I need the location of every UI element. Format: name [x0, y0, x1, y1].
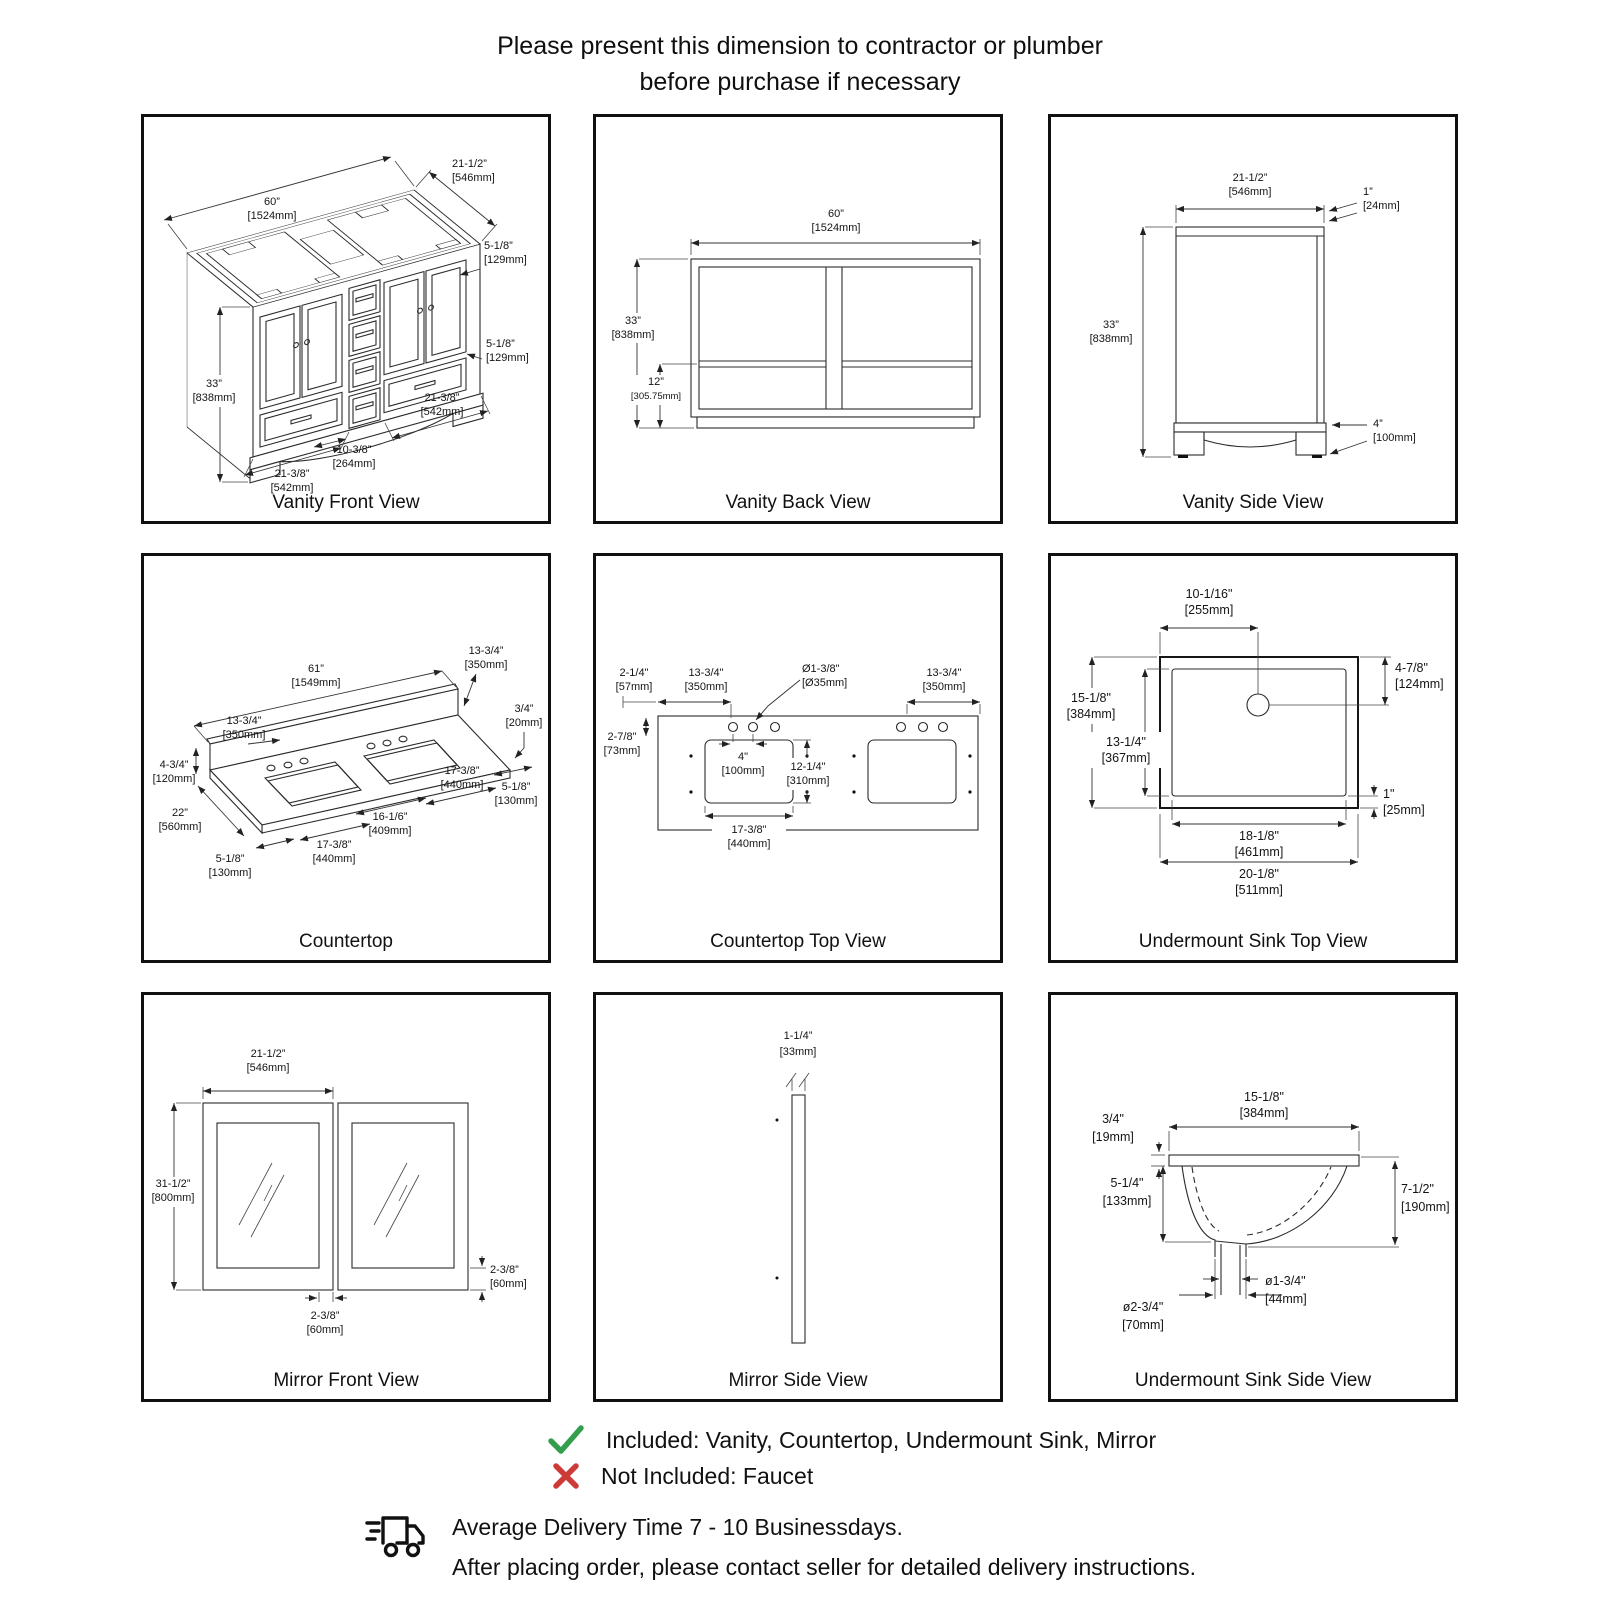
- dim-label: [24mm]: [1363, 200, 1400, 212]
- dim-label: 10-1/16": [1185, 587, 1233, 601]
- dim-label: [461mm]: [1234, 845, 1284, 859]
- dim-label: 33”: [206, 378, 222, 390]
- sink-top-drawing: [1051, 556, 1455, 960]
- dim-label: 13-1/4": [1106, 735, 1146, 749]
- delivery-line1: Average Delivery Time 7 - 10 Businessdays.: [452, 1514, 903, 1540]
- dim-label: [542mm]: [420, 406, 464, 418]
- dim-label: [1524mm]: [247, 210, 297, 222]
- countertop-top-drawing: [596, 556, 1000, 960]
- panel-vanity-back-view: [593, 114, 1003, 524]
- dim-label: 18-1/8": [1239, 829, 1279, 843]
- dim-label: 61”: [308, 663, 324, 675]
- vanity-front-drawing: [144, 117, 548, 521]
- dim-label: 20-1/8": [1239, 867, 1279, 881]
- dim-label: [310mm]: [786, 775, 830, 787]
- dim-label: 5-1/8”: [215, 853, 245, 865]
- dim-label: 4": [737, 751, 749, 763]
- dimension-annotations: [780, 1030, 817, 1091]
- dim-label: [19mm]: [1092, 1130, 1134, 1144]
- panel-caption: Countertop Top View: [710, 931, 886, 952]
- panel-caption: Mirror Front View: [273, 1370, 419, 1391]
- dim-label: 12”: [648, 376, 664, 388]
- dim-label: [838mm]: [1089, 333, 1133, 345]
- dim-label: [129mm]: [486, 352, 529, 364]
- dim-label: 12-1/4": [790, 761, 826, 773]
- panel-caption: Vanity Side View: [1182, 492, 1324, 513]
- dim-label: [100mm]: [721, 765, 765, 777]
- dim-label: Ø1-3/8": [802, 663, 840, 675]
- dim-label: [130mm]: [494, 795, 538, 807]
- dim-label: [350mm]: [222, 729, 266, 741]
- panel-mirror-front-view: [141, 992, 551, 1402]
- dim-label: [384mm]: [1239, 1106, 1289, 1120]
- panel-vanity-side-view: [1048, 114, 1458, 524]
- panel-caption: Undermount Sink Top View: [1138, 931, 1368, 952]
- not-included-label: Not Included: Faucet: [601, 1462, 814, 1489]
- dim-label: [546mm]: [246, 1062, 290, 1074]
- dim-label: 1-1/4”: [783, 1030, 813, 1042]
- dim-label: [367mm]: [1101, 751, 1151, 765]
- header-line2: before purchase if necessary: [639, 68, 961, 96]
- dim-label: 5-1/8”: [486, 338, 515, 350]
- dim-label: 21-1/2”: [250, 1048, 286, 1060]
- mirror-side-drawing: [596, 995, 1000, 1399]
- dim-label: 3/4”: [514, 703, 534, 715]
- dim-label: [60mm]: [490, 1278, 527, 1290]
- panel-mirror-side-view: [593, 992, 1003, 1402]
- dim-label: [546mm]: [452, 172, 495, 184]
- dim-label: 3/4": [1102, 1112, 1124, 1126]
- panel-caption: Vanity Back View: [725, 492, 871, 513]
- dim-label: 2-1/4": [619, 667, 649, 679]
- dimension-annotations: [1092, 1090, 1449, 1332]
- dim-label: [255mm]: [1184, 603, 1234, 617]
- dim-label: [511mm]: [1235, 883, 1283, 897]
- dim-label: 4-3/4”: [159, 759, 189, 771]
- dim-label: [838mm]: [611, 329, 655, 341]
- dim-label: 5-1/8”: [501, 781, 531, 793]
- dim-label: 5-1/8”: [484, 240, 513, 252]
- dim-label: 2-3/8”: [490, 1264, 519, 1276]
- dim-label: [440mm]: [312, 853, 356, 865]
- dim-label: [133mm]: [1102, 1194, 1152, 1208]
- dim-label: 21-3/8”: [424, 392, 460, 404]
- dim-label: 2-3/8”: [310, 1310, 340, 1322]
- dim-label: [33mm]: [779, 1046, 817, 1058]
- dim-label: [100mm]: [1373, 432, 1416, 444]
- dim-label: 13-3/4": [688, 667, 724, 679]
- panel-undermount-sink-top-view: [1048, 553, 1458, 963]
- page-header: [0, 28, 1600, 100]
- panel-caption: Vanity Front View: [272, 492, 420, 513]
- dim-label: [350mm]: [922, 681, 966, 693]
- dim-label: ø2-3/4": [1122, 1300, 1164, 1314]
- dim-label: [20mm]: [505, 717, 543, 729]
- dim-label: 4”: [1373, 418, 1383, 430]
- dim-label: 2-7/8": [607, 731, 637, 743]
- dim-label: [838mm]: [192, 392, 236, 404]
- dim-label: [440mm]: [727, 838, 771, 850]
- dim-label: 60”: [264, 196, 280, 208]
- dim-label: 17-3/8”: [444, 765, 480, 777]
- mirror-front-drawing: [144, 995, 548, 1399]
- dim-label: 5-1/4": [1110, 1176, 1144, 1190]
- dim-label: [70mm]: [1122, 1318, 1164, 1332]
- vanity-side-drawing: [1051, 117, 1455, 521]
- dim-label: [124mm]: [1395, 677, 1444, 691]
- dim-label: [73mm]: [603, 745, 641, 757]
- dim-label: 21-3/8”: [274, 468, 310, 480]
- dim-label: 7-1/2": [1401, 1182, 1434, 1196]
- dim-label: [560mm]: [158, 821, 202, 833]
- dim-label: 16-1/6”: [372, 811, 408, 823]
- dim-label: [120mm]: [152, 773, 196, 785]
- countertop-drawing: [144, 556, 548, 960]
- dim-label: 1": [1383, 787, 1395, 801]
- panel-vanity-front-view: [141, 114, 551, 524]
- check-icon: [546, 1424, 586, 1456]
- dim-label: [350mm]: [684, 681, 728, 693]
- dim-label: 22”: [172, 807, 188, 819]
- dim-label: 13-3/4": [926, 667, 962, 679]
- dim-label: [129mm]: [484, 254, 527, 266]
- delivery-line2: After placing order, please contact seller for detailed delivery instructions.: [452, 1554, 1197, 1580]
- dim-label: ø1-3/4": [1265, 1274, 1306, 1288]
- dim-label: 21-1/2”: [1232, 172, 1268, 184]
- panel-countertop-top-view: [593, 553, 1003, 963]
- included-label: Included: Vanity, Countertop, Undermount Sink, Mirror: [606, 1426, 1157, 1453]
- dim-label: 33”: [625, 315, 641, 327]
- dim-label: [1524mm]: [811, 222, 861, 234]
- dim-label: [57mm]: [615, 681, 653, 693]
- dim-label: [60mm]: [306, 1324, 344, 1336]
- dim-label: [440mm]: [440, 779, 484, 791]
- panel-countertop: [141, 553, 551, 963]
- dim-label: [130mm]: [208, 867, 252, 879]
- dim-label: 21-1/2”: [452, 158, 487, 170]
- sink-side-drawing: [1051, 995, 1455, 1399]
- dim-label: 17-3/8”: [316, 839, 352, 851]
- dim-label: 13-3/4”: [226, 715, 262, 727]
- dim-label: [384mm]: [1066, 707, 1116, 721]
- dim-label: 31-1/2”: [155, 1178, 191, 1190]
- not-included-row: [551, 1461, 813, 1491]
- dim-label: [350mm]: [464, 659, 508, 671]
- panel-caption: Mirror Side View: [728, 1370, 868, 1391]
- dim-label: [546mm]: [1228, 186, 1272, 198]
- dim-label: 15-1/8": [1244, 1090, 1284, 1104]
- dim-label: [25mm]: [1383, 803, 1425, 817]
- dim-label: 1”: [1363, 186, 1373, 198]
- dim-label: 15-1/8": [1071, 691, 1111, 705]
- dim-label: 4-7/8": [1395, 661, 1428, 675]
- dim-label: [305.75mm]: [630, 391, 682, 402]
- vanity-back-drawing: [596, 117, 1000, 521]
- dim-label: [1549mm]: [291, 677, 341, 689]
- dim-label: 60”: [828, 208, 844, 220]
- dim-label: [800mm]: [151, 1192, 195, 1204]
- panel-caption: Undermount Sink Side View: [1134, 1370, 1372, 1391]
- dim-label: 33”: [1103, 319, 1119, 331]
- x-icon: [551, 1461, 581, 1491]
- truck-icon: [364, 1511, 426, 1561]
- dim-label: [542mm]: [270, 482, 314, 494]
- header-line1: Please present this dimension to contractor or plumber: [497, 32, 1103, 60]
- dim-label: 13-3/4”: [468, 645, 504, 657]
- dim-label: [409mm]: [368, 825, 412, 837]
- dim-label: 10-3/8”: [336, 444, 372, 456]
- included-row: [546, 1424, 1156, 1456]
- dim-label: [44mm]: [1265, 1292, 1307, 1306]
- dim-label: [190mm]: [1401, 1200, 1450, 1214]
- panel-undermount-sink-side-view: [1048, 992, 1458, 1402]
- dim-label: [264mm]: [332, 458, 376, 470]
- dim-label: [Ø35mm]: [802, 677, 848, 689]
- panel-caption: Countertop: [298, 931, 393, 952]
- dim-label: 17-3/8": [731, 824, 767, 836]
